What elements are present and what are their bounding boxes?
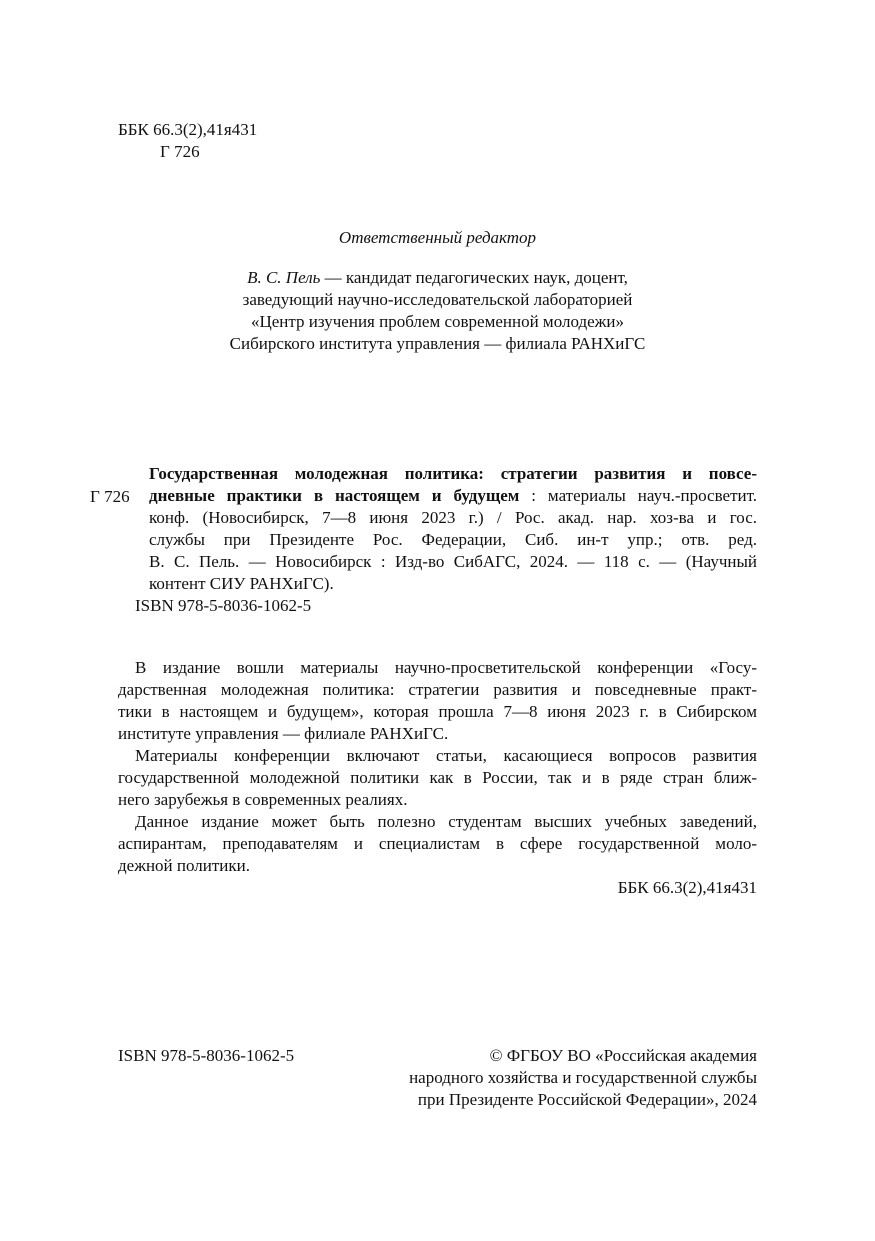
- annotation-p3-line-3: дежной политики.: [118, 856, 250, 875]
- editor-line-2: заведующий научно-исследовательской лабораторией: [242, 290, 633, 309]
- copyright-line-2: народного хозяйства и государственной службы: [409, 1068, 757, 1087]
- editor-line-1: [0, 267, 875, 289]
- catalog-line-5: В. С. Пель. — Новосибирск : Изд-во СибАГС, 2024. — 118 с. — (Научный: [149, 552, 757, 571]
- footer-isbn: ISBN 978-5-8036-1062-5: [118, 1046, 295, 1065]
- annotation-p2-line-2: государственной молодежной политики как в России, так и в ряде стран ближ-: [118, 768, 757, 787]
- editor-heading: Ответственный редактор: [338, 228, 537, 247]
- editor-line-4: Сибирского института управления — филиала РАНХиГС: [229, 334, 646, 353]
- editor-line-3: «Центр изучения проблем современной молодежи»: [250, 312, 624, 331]
- bbk-code-bottom: ББК 66.3(2),41я431: [617, 878, 757, 897]
- catalog-line-3: конф. (Новосибирск, 7—8 июня 2023 г.) / Рос. акад. нар. хоз-ва и гос.: [149, 508, 757, 527]
- annotation-p2-line-3: него зарубежья в современных реалиях.: [118, 790, 408, 809]
- catalog-isbn: ISBN 978-5-8036-1062-5: [135, 596, 312, 615]
- annotation-p3-line-2: аспирантам, преподавателям и специалистам в сфере государственной моло-: [118, 834, 757, 853]
- catalog-line-2: [149, 485, 757, 507]
- editor-name: В. С. Пель: [247, 268, 321, 287]
- bbk-code-top: ББК 66.3(2),41я431: [118, 120, 258, 139]
- annotation-p1-line-1: В издание вошли материалы научно-просветительской конференции «Госу-: [135, 658, 757, 677]
- catalog-title-line-2: дневные практики в настоящем и будущем: [149, 486, 520, 505]
- catalog-sign: Г 726: [90, 487, 130, 506]
- author-sign-top: Г 726: [160, 142, 200, 161]
- annotation-p1-line-3: тики в настоящем и будущем», которая прошла 7—8 июня 2023 г. в Сибирском: [118, 702, 757, 721]
- copyright-line-1: © ФГБОУ ВО «Российская академия: [489, 1046, 757, 1065]
- catalog-line-4: службы при Президенте Рос. Федерации, Сиб. ин-т упр.; отв. ред.: [149, 530, 757, 549]
- catalog-title-line-1: Государственная молодежная политика: стратегии развития и повсе-: [149, 464, 757, 483]
- editor-block: [0, 267, 875, 355]
- annotation-p2-line-1: Материалы конференции включают статьи, касающиеся вопросов развития: [135, 746, 757, 765]
- copyright-block: [340, 1045, 757, 1111]
- copyright-line-3: при Президенте Российской Федерации», 2024: [417, 1090, 757, 1109]
- catalog-line-6: контент СИУ РАНХиГС).: [149, 574, 334, 593]
- annotation-p3-line-1: Данное издание может быть полезно студентам высших учебных заведений,: [135, 812, 757, 831]
- catalog-material-type: : материалы науч.-просветит.: [519, 486, 757, 505]
- annotation-p1-line-2: дарственная молодежная политика: стратегии развития и повседневные практ-: [118, 680, 757, 699]
- catalog-entry: [149, 463, 757, 595]
- editor-title: — кандидат педагогических наук, доцент,: [320, 268, 628, 287]
- annotation-p1-line-4: институте управления — филиале РАНХиГС.: [118, 724, 449, 743]
- annotation: [118, 657, 757, 899]
